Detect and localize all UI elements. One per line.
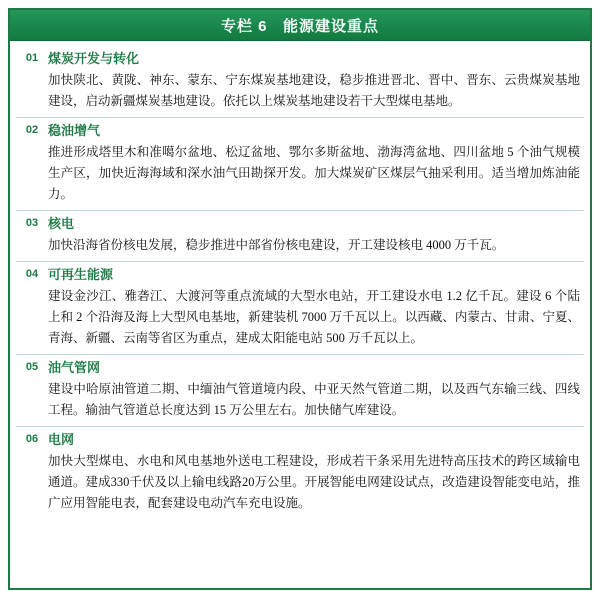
items-list — [10, 41, 590, 591]
item-heading: 稳油增气 — [48, 123, 101, 138]
item-heading: 煤炭开发与转化 — [48, 51, 140, 66]
item-body: 加快大型煤电、水电和风电基地外送电工程建设，形成若干条采用先进特高压技术的跨区域输电通道。建成330千伏及以上输电线路20万公里。开展智能电网建设试点，改造建设智能变电站，推广应用智能电表，配套建设电动汽车充电设施。 — [48, 454, 580, 510]
item-body: 推进形成塔里木和准噶尔盆地、松辽盆地、鄂尔多斯盆地、渤海湾盆地、四川盆地 5 个油气规模生产区，加快近海海域和深水油气田勘探开发。加大煤炭矿区煤层气抽采利用。适当增加炼油能力。 — [48, 145, 580, 201]
list-item — [16, 46, 584, 118]
item-content — [48, 427, 584, 519]
box-title-label: 专栏 6 — [220, 17, 268, 35]
list-item — [16, 427, 584, 519]
item-body: 加快陕北、黄陇、神东、蒙东、宁东煤炭基地建设，稳步推进晋北、晋中、晋东、云贵煤炭基地建设，启动新疆煤炭基地建设。依托以上煤炭基地建设若干大型煤电基地。 — [48, 73, 580, 108]
item-content — [48, 211, 584, 261]
item-number: 02 — [25, 124, 39, 136]
item-heading: 可再生能源 — [48, 267, 114, 282]
item-body: 加快沿海省份核电发展，稳步推进中部省份核电建设，开工建设核电 4000 万千瓦。 — [48, 238, 505, 252]
item-body: 建设中哈原油管道二期、中缅油气管道境内段、中亚天然气管道二期，以及西气东输三线、四线工程。输油气管道总长度达到 15 万公里左右。加快储气库建设。 — [48, 382, 580, 417]
list-item — [16, 211, 584, 262]
item-content — [48, 118, 584, 210]
item-heading: 电网 — [48, 432, 75, 447]
list-item — [16, 355, 584, 427]
item-content — [48, 355, 584, 426]
item-body: 建设金沙江、雅砻江、大渡河等重点流域的大型水电站，开工建设水电 1.2 亿千瓦。建设 6 个陆上和 2 个沿海及海上大型风电基地，新建装机 7000 万千瓦以上。以西藏、内蒙古、甘肃、宁夏、青海、新疆、云南等省区为重点，建成太阳能电站 500 万千瓦以上。 — [48, 289, 580, 345]
item-heading: 油气管网 — [48, 360, 101, 375]
list-item — [16, 262, 584, 355]
item-number: 01 — [25, 52, 39, 64]
item-number: 05 — [25, 361, 39, 373]
item-number: 04 — [25, 268, 39, 280]
box-title — [221, 15, 379, 36]
feature-box — [8, 8, 592, 590]
item-number: 06 — [25, 433, 39, 445]
box-title-text: 能源建设重点 — [283, 17, 380, 35]
list-item — [16, 118, 584, 211]
item-content — [48, 262, 584, 354]
item-content — [48, 46, 584, 117]
item-number: 03 — [25, 217, 39, 229]
item-heading: 核电 — [48, 216, 75, 231]
box-title-bar — [10, 10, 590, 41]
